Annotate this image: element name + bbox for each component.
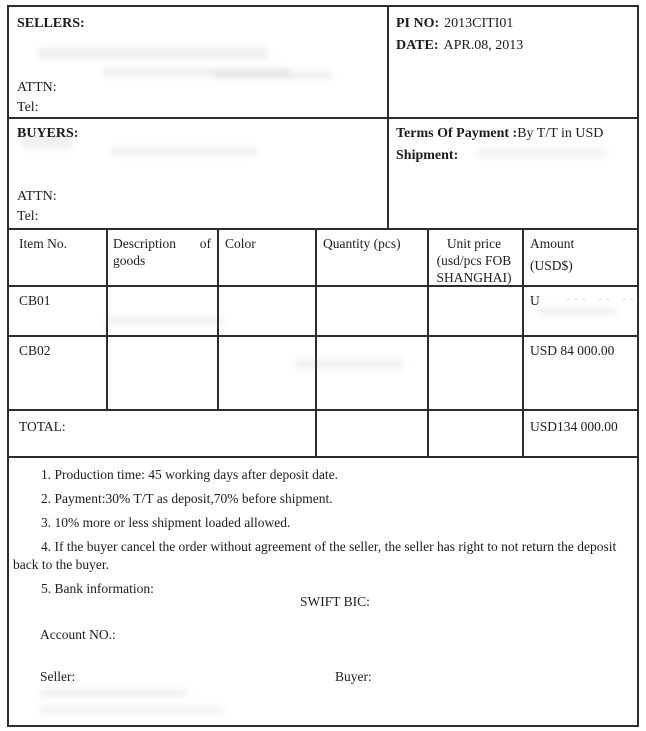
account-no-label: Account NO.: [40,627,116,642]
pi-no-line [396,15,513,32]
note-bank-information: 5. Bank information: [41,581,154,596]
notes-section [13,466,631,604]
unit-price-line3: SHANGHAI) [436,270,512,285]
erased-text-smudge [214,71,334,79]
buyer-tel-label: Tel: [17,209,39,224]
col-header-amount-line2: (USD$) [530,258,573,273]
row-cb02-amount: USD 84 000.00 [530,343,615,358]
note-shipment-tolerance: 3. 10% more or less shipment loaded allowed. [41,515,291,530]
buyers-label: BUYERS: [17,126,79,141]
erased-text-smudge [537,307,617,315]
terms-value: By T/T in USD [517,126,604,141]
date-value: APR.08, 2013 [443,38,524,53]
note-cancellation: 4. If the buyer cancel the order without agreement of the seller, the seller has right to not return the deposit back to the buyer. [13,539,617,572]
date-label: DATE: [396,38,439,53]
erased-text-smudge [39,706,224,714]
unit-price-line2: (usd/pcs FOB [436,253,512,268]
erased-text-smudge [39,689,189,697]
total-row-bottom-line [9,456,637,458]
erased-text-smudge [37,47,269,59]
pi-no-label: PI NO: [396,16,440,31]
swift-bic-label: SWIFT BIC: [300,594,370,609]
proforma-invoice-page [7,5,639,727]
sellers-label: SELLERS: [17,16,85,31]
note-production-time: 1. Production time: 45 working days after deposit date. [41,467,338,482]
col-header-amount-line1: Amount [530,236,575,251]
col-header-description: Description of goods [113,236,211,268]
erased-text-smudge [477,149,607,158]
table-header-bottom-line [9,285,637,287]
buyer-attn-label: ATTN: [17,189,57,204]
seller-signature-label: Seller: [40,669,76,684]
pi-no-value: 2013CITI01 [444,16,514,31]
row-cb02-bottom-line [9,409,637,411]
col-header-item-no: Item No. [19,236,67,251]
seller-attn-label: ATTN: [17,80,57,95]
erased-text-smudge [104,317,224,325]
table-top-line [9,228,637,230]
unit-price-line1: Unit price [446,236,502,251]
col-header-quantity: Quantity (pcs) [323,236,401,251]
col-header-unit-price [428,235,520,286]
note-payment: 2. Payment:30% T/T as deposit,70% before shipment. [41,491,333,506]
total-amount: USD134 000.00 [530,419,618,434]
date-line [396,37,523,54]
erased-text-smudge [109,147,259,156]
header-vertical-divider-line [387,7,389,228]
row-cb02-item-no: CB02 [19,343,51,358]
erased-text-smudge [294,359,404,369]
col-header-color: Color [225,236,256,251]
terms-of-payment-line [396,125,603,142]
terms-label: Terms Of Payment : [396,126,518,141]
seller-tel-label: Tel: [17,100,39,115]
total-label: TOTAL: [19,419,66,434]
buyer-signature-label: Buyer: [335,669,372,684]
seller-buyer-divider-line [9,117,637,119]
row-cb01-bottom-line [9,335,637,337]
col-unitprice-right-line [522,228,524,456]
col-color-right-line [315,228,317,456]
row-cb01-amount: U [530,293,540,308]
row-cb01-item-no: CB01 [19,293,51,308]
shipment-label: Shipment: [396,148,459,163]
row-cb01-amount-faint-remnant: --- -- -- [565,294,638,305]
